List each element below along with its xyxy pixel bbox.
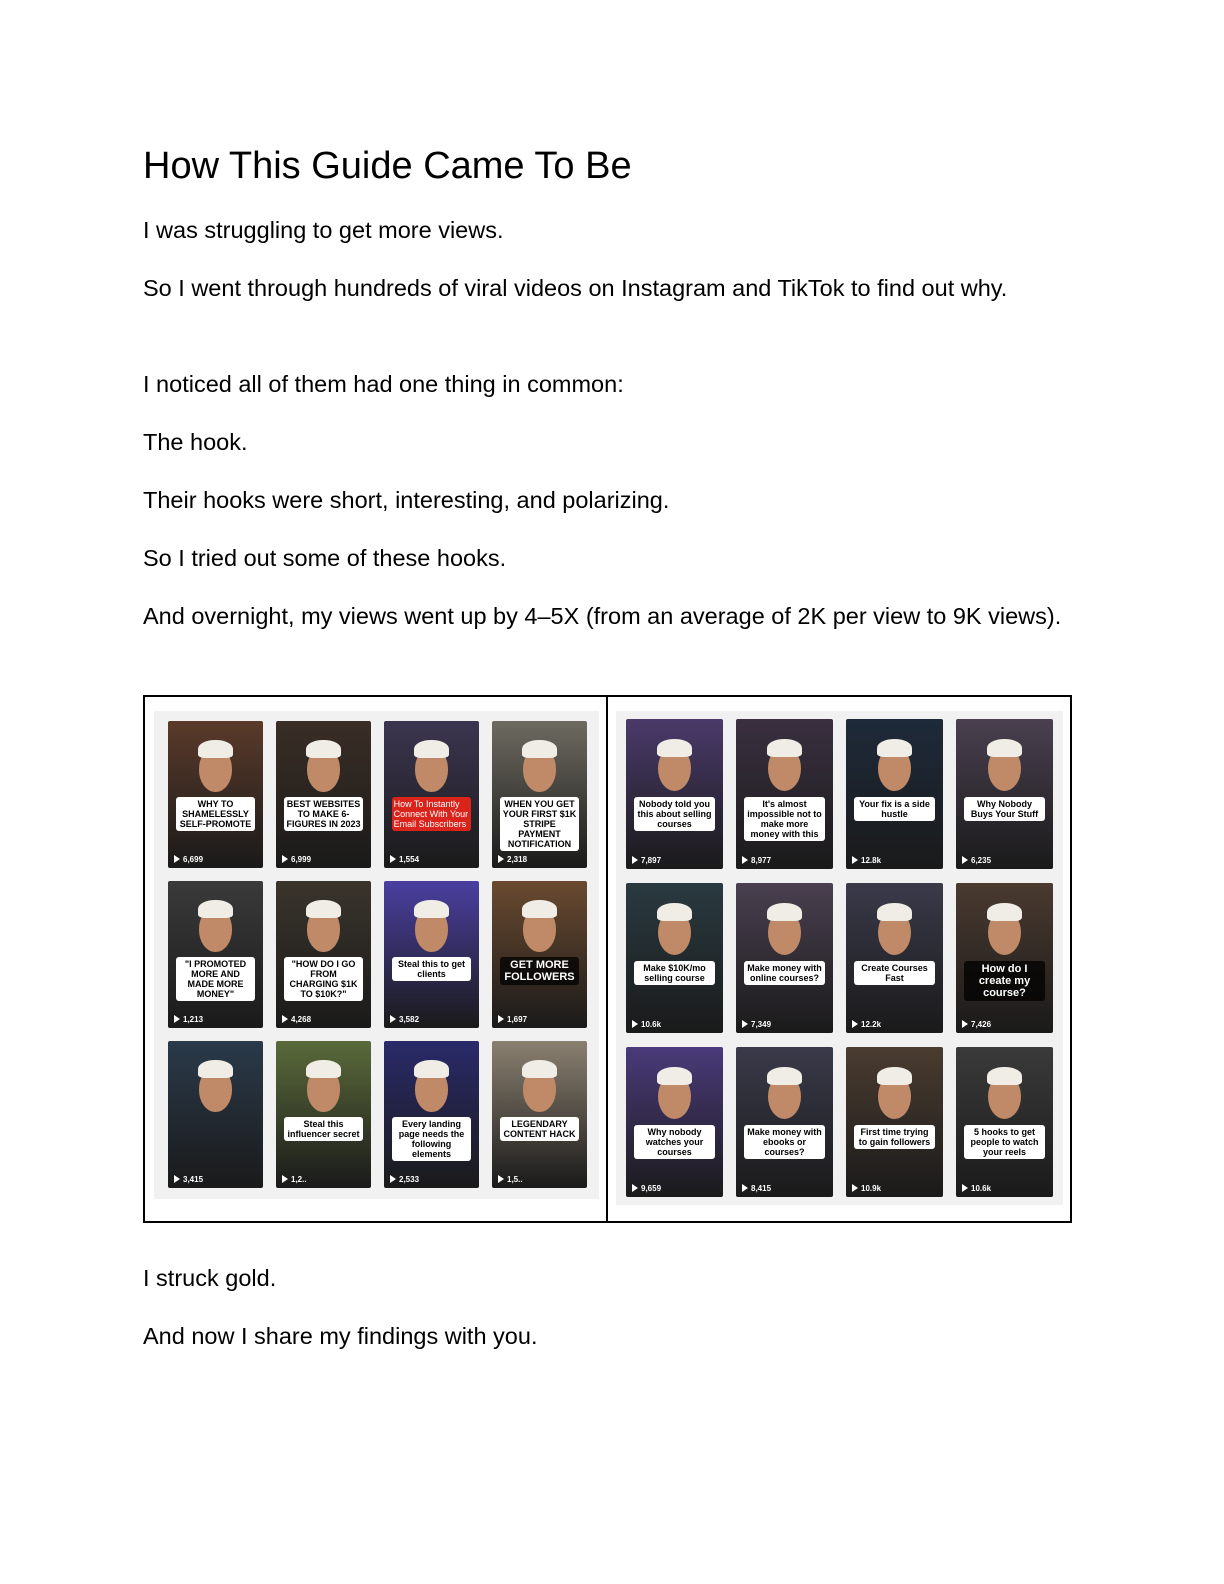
play-icon [282,1015,288,1023]
video-thumbnail[interactable] [492,881,587,1028]
view-count-value: 8,415 [751,1184,772,1193]
thumbnail-caption: How To Instantly Connect With Your Email Subscribers [392,797,472,831]
view-count-value: 6,235 [971,856,992,865]
thumbnail-caption: Why nobody watches your courses [634,1125,716,1159]
paragraph: Their hooks were short, interesting, and polarizing. [143,487,670,513]
video-thumbnail[interactable] [626,883,723,1033]
play-icon [632,1184,638,1192]
thumbnail-caption: How do I create my course? [964,961,1046,1001]
play-icon [282,855,288,863]
instagram-grid-left [154,711,599,1199]
view-count-value: 12.2k [861,1020,882,1029]
thumbnail-caption: 5 hooks to get people to watch your reels [964,1125,1046,1159]
video-thumbnail[interactable] [626,1047,723,1197]
video-thumbnail[interactable] [626,719,723,869]
view-count-value: 1,5.. [507,1175,523,1184]
video-thumbnail[interactable] [492,1041,587,1188]
view-count-value: 1,697 [507,1015,528,1024]
view-count [390,1175,419,1184]
video-thumbnail[interactable] [384,881,479,1028]
view-count [962,1184,991,1193]
play-icon [852,856,858,864]
view-count-value: 7,349 [751,1020,772,1029]
cap-icon [522,740,556,758]
view-count [174,855,203,864]
view-count [742,1020,771,1029]
view-count-value: 10.9k [861,1184,882,1193]
cap-icon [306,740,340,758]
view-count-value: 2,318 [507,855,528,864]
play-icon [742,856,748,864]
thumbnail-caption: LEGENDARY CONTENT HACK [500,1117,580,1141]
video-thumbnail[interactable] [736,719,833,869]
cap-icon [767,739,802,757]
play-icon [632,856,638,864]
thumbnail-caption: Steal this influencer secret [284,1117,364,1141]
cap-icon [414,900,448,918]
paragraph: I was struggling to get more views. [143,217,504,243]
view-count-value: 10.6k [971,1184,992,1193]
video-thumbnail[interactable] [846,883,943,1033]
page-title: How This Guide Came To Be [143,145,632,187]
view-count-value: 7,426 [971,1020,992,1029]
video-thumbnail[interactable] [846,719,943,869]
paragraph: The hook. [143,429,248,455]
video-thumbnail[interactable] [956,883,1053,1033]
play-icon [498,1015,504,1023]
video-thumbnail[interactable] [846,1047,943,1197]
video-thumbnail[interactable] [956,719,1053,869]
thumbnail-caption: Make money with ebooks or courses? [744,1125,826,1159]
paragraph: So I went through hundreds of viral videos on Instagram and TikTok to find out why. [143,275,1008,301]
paragraph: I noticed all of them had one thing in common: [143,371,624,397]
cap-icon [657,903,692,921]
view-count [282,1175,307,1184]
view-count [632,1020,661,1029]
video-thumbnail[interactable] [168,721,263,868]
view-count-value: 12.8k [861,856,882,865]
view-count [742,1184,771,1193]
cap-icon [522,900,556,918]
cap-icon [767,903,802,921]
view-count [390,1015,419,1024]
play-icon [390,1175,396,1183]
view-count [282,855,311,864]
play-icon [852,1020,858,1028]
thumbnail-caption: Your fix is a side hustle [854,797,936,821]
table-cell-right [608,697,1070,1221]
play-icon [962,856,968,864]
view-count-value: 2,533 [399,1175,420,1184]
thumbnail-caption: Why Nobody Buys Your Stuff [964,797,1046,821]
video-thumbnail[interactable] [492,721,587,868]
play-icon [174,1175,180,1183]
cap-icon [987,739,1022,757]
thumbnail-caption: Every landing page needs the following elements [392,1117,472,1161]
view-count [852,856,881,865]
video-thumbnail[interactable] [276,881,371,1028]
cap-icon [987,903,1022,921]
view-count [962,856,991,865]
thumbnail-caption: WHY TO SHAMELESSLY SELF-PROMOTE [176,797,256,831]
play-icon [282,1175,288,1183]
view-count [852,1184,881,1193]
view-count-value: 6,699 [183,855,204,864]
paragraph: I struck gold. [143,1265,277,1291]
thumbnail-caption: Steal this to get clients [392,957,472,981]
view-count [962,1020,991,1029]
view-count [852,1020,881,1029]
cap-icon [987,1067,1022,1085]
cap-icon [414,1060,448,1078]
view-count-value: 1,554 [399,855,420,864]
view-count [390,855,419,864]
video-thumbnail[interactable] [384,721,479,868]
play-icon [390,855,396,863]
cap-icon [198,1060,232,1078]
video-thumbnail[interactable] [276,1041,371,1188]
thumbnail-caption: "I PROMOTED MORE AND MADE MORE MONEY" [176,957,256,1001]
video-thumbnail[interactable] [736,1047,833,1197]
cap-icon [306,900,340,918]
view-count [742,856,771,865]
view-count [632,856,661,865]
view-count [174,1015,203,1024]
screenshot-table [143,695,1072,1223]
view-count-value: 7,897 [641,856,662,865]
play-icon [742,1020,748,1028]
cap-icon [522,1060,556,1078]
thumbnail-caption: First time trying to gain followers [854,1125,936,1149]
cap-icon [198,740,232,758]
play-icon [498,1175,504,1183]
play-icon [174,855,180,863]
play-icon [852,1184,858,1192]
play-icon [742,1184,748,1192]
cap-icon [657,739,692,757]
thumbnail-caption: BEST WEBSITES TO MAKE 6-FIGURES IN 2023 [284,797,364,831]
video-thumbnail[interactable] [168,1041,263,1188]
view-count-value: 9,659 [641,1184,662,1193]
view-count-value: 6,999 [291,855,312,864]
view-count-value: 3,415 [183,1175,204,1184]
cap-icon [657,1067,692,1085]
view-count-value: 4,268 [291,1015,312,1024]
thumbnail-caption: WHEN YOU GET YOUR FIRST $1K STRIPE PAYMENT NOTIFICATION [500,797,580,851]
play-icon [498,855,504,863]
cap-icon [877,1067,912,1085]
thumbnail-caption: Make $10K/mo selling course [634,961,716,985]
play-icon [962,1020,968,1028]
thumbnail-caption: Make money with online courses? [744,961,826,985]
instagram-grid-right [616,711,1063,1205]
video-thumbnail[interactable] [276,721,371,868]
play-icon [390,1015,396,1023]
cap-icon [877,903,912,921]
thumbnail-caption: "HOW DO I GO FROM CHARGING $1K TO $10K?" [284,957,364,1001]
video-thumbnail[interactable] [384,1041,479,1188]
view-count-value: 10.6k [641,1020,662,1029]
thumbnail-caption: It's almost impossible not to make more money with this [744,797,826,841]
thumbnail-caption: Create Courses Fast [854,961,936,985]
view-count [498,855,527,864]
cap-icon [306,1060,340,1078]
paragraph: And overnight, my views went up by 4–5X (from an average of 2K per view to 9K views). [143,603,1062,629]
paragraph: So I tried out some of these hooks. [143,545,507,571]
thumbnail-caption: GET MORE FOLLOWERS [500,957,580,985]
view-count-value: 3,582 [399,1015,420,1024]
cap-icon [877,739,912,757]
paragraph: And now I share my findings with you. [143,1323,538,1349]
view-count [498,1175,523,1184]
view-count [282,1015,311,1024]
table-cell-left [145,697,608,1221]
view-count [632,1184,661,1193]
play-icon [962,1184,968,1192]
view-count-value: 1,2.. [291,1175,307,1184]
video-thumbnail[interactable] [168,881,263,1028]
cap-icon [198,900,232,918]
video-thumbnail[interactable] [736,883,833,1033]
cap-icon [767,1067,802,1085]
view-count-value: 8,977 [751,856,772,865]
view-count [498,1015,527,1024]
thumbnail-caption: Nobody told you this about selling courses [634,797,716,831]
play-icon [174,1015,180,1023]
play-icon [632,1020,638,1028]
cap-icon [414,740,448,758]
view-count [174,1175,203,1184]
video-thumbnail[interactable] [956,1047,1053,1197]
view-count-value: 1,213 [183,1015,204,1024]
